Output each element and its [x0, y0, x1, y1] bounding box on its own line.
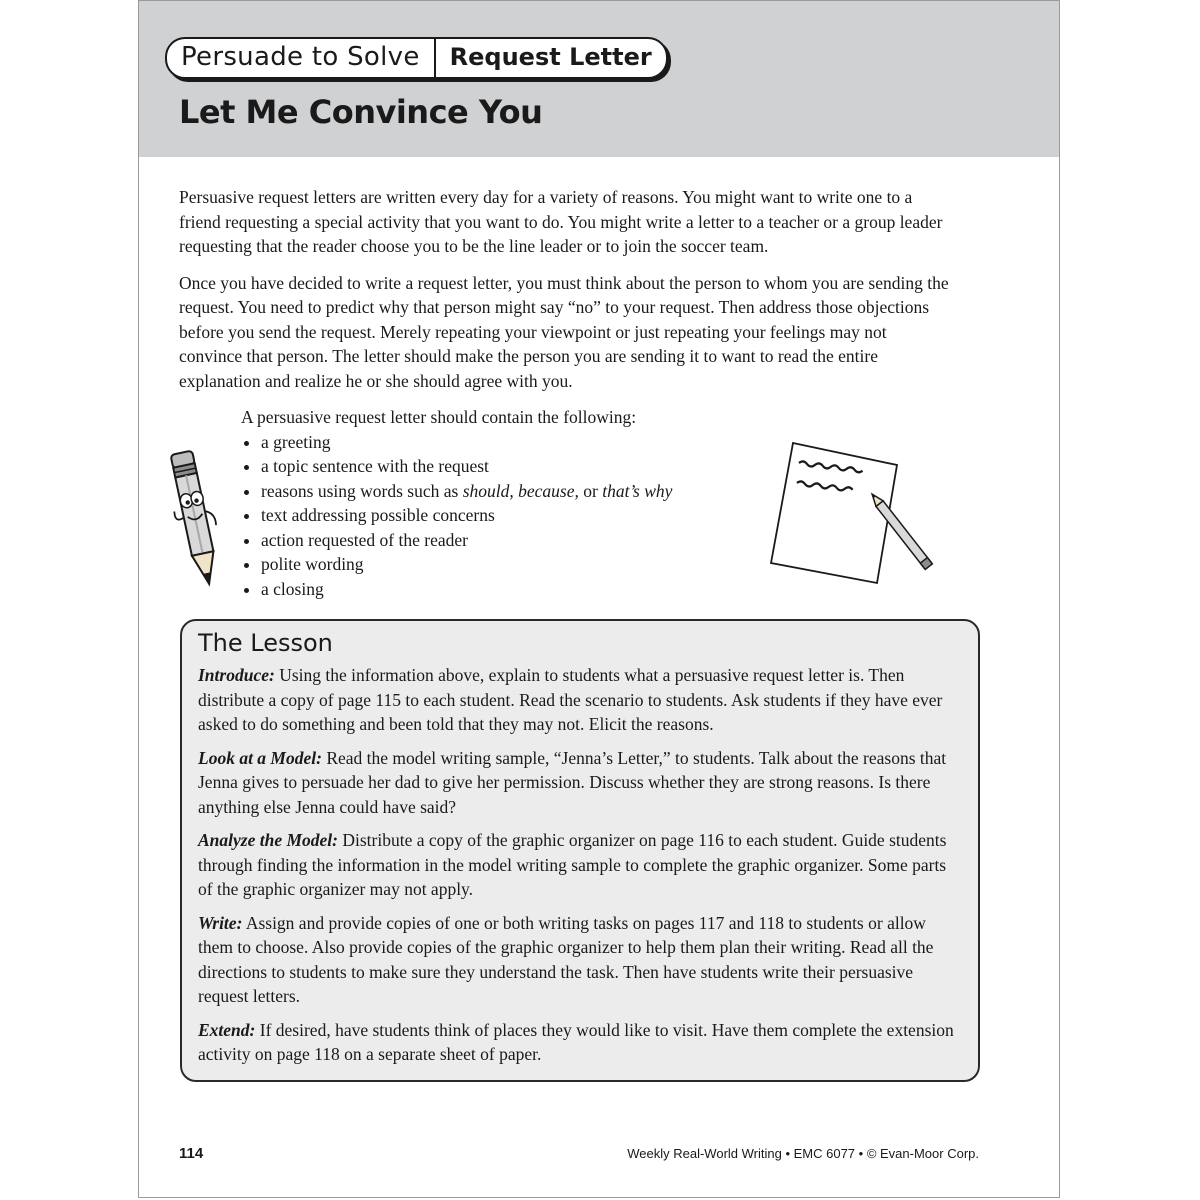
lesson-step	[198, 1018, 962, 1067]
reasons-word: should, because,	[462, 480, 579, 501]
list-item: • a greeting	[261, 430, 721, 455]
footer-credit: Weekly Real-World Writing • EMC 6077 • © Evan-Moor Corp.	[627, 1146, 979, 1161]
header-band	[139, 1, 1059, 157]
genre-label: Request Letter	[449, 43, 652, 71]
lesson-box	[180, 619, 980, 1082]
checklist-lead: A persuasive request letter should contain the following:	[241, 407, 637, 427]
list-item: • polite wording	[261, 552, 721, 577]
step-label: Write:	[198, 912, 243, 933]
intro-paragraph: Persuasive request letters are written every day for a variety of reasons. You might want to write one to a friend requesting a special activity that you want to do. You might write a letter to a teacher or a group leader requesting that the reader choose you to be the line leader or to join the soccer team.	[179, 187, 943, 256]
letter-paper-icon	[765, 437, 941, 587]
pencil-character-icon	[167, 447, 227, 597]
list-item: • text addressing possible concerns	[261, 503, 721, 528]
page-number: 114	[179, 1145, 204, 1162]
list-item: • a closing	[261, 577, 721, 602]
lesson-heading: The Lesson	[198, 629, 333, 657]
reasons-or: or	[578, 480, 603, 501]
checklist-items	[241, 430, 721, 602]
step-text: Assign and provide copies of one or both writing tasks on pages 117 and 118 to students or allow them to choose. Also provide copies of the graphic organizer to help them plan their writing. Read all the directions to students to make sure they understand the task. Then have students write their persuasive request letters.	[198, 912, 934, 1006]
lesson-step	[198, 663, 962, 737]
category-tag	[165, 37, 668, 79]
step-text: Read the model writing sample, “Jenna’s Letter,” to students. Talk about the reasons that Jenna gives to persuade her dad to give her permission. Discuss whether they are strong reasons. Is there anything else Jenna could have said?	[198, 747, 947, 817]
worksheet-page	[138, 0, 1060, 1198]
topic-label: Persuade to Solve	[167, 39, 436, 77]
list-item: • a topic sentence with the request	[261, 454, 721, 479]
page-title: Let Me Convince You	[179, 93, 543, 131]
reasons-word: that’s why	[602, 480, 673, 501]
step-label: Look at a Model:	[198, 747, 322, 768]
step-text: If desired, have students think of places they would like to visit. Have them complete the extension activity on page 118 on a separate sheet of paper.	[198, 1019, 954, 1064]
intro-paragraph: Once you have decided to write a request letter, you must think about the person to whom you are sending the request. You need to predict why that person might say “no” to your request. Then address those objections before you send the request. Merely repeating your viewpoint or just repeating your feelings may not convince that person. The letter should make the person you are sending it to want to read the entire explanation and realize he or she should agree with you.	[179, 272, 949, 391]
step-label: Analyze the Model:	[198, 830, 338, 850]
list-item: • action requested of the reader	[261, 528, 721, 553]
step-text: Using the information above, explain to students what a persuasive request letter is. Then distribute a copy of page 115 to each student. Read the scenario to students. Ask students if they have ever asked to do something and been told that they may not. Elicit the reasons.	[198, 665, 943, 734]
list-item	[261, 479, 721, 504]
lesson-step	[198, 828, 962, 902]
checklist	[241, 405, 721, 601]
lesson-step	[198, 746, 962, 820]
step-label: Introduce:	[198, 665, 275, 685]
lesson-step	[198, 911, 962, 1009]
step-text: Distribute a copy of the graphic organizer on page 116 to each student. Guide students through finding the information in the model writing sample to complete the graphic organizer. Some parts of the graphic organizer may not apply.	[198, 830, 947, 899]
step-label: Extend:	[198, 1019, 256, 1040]
intro-text	[179, 185, 949, 405]
reasons-prefix: reasons using words such as	[261, 480, 463, 501]
